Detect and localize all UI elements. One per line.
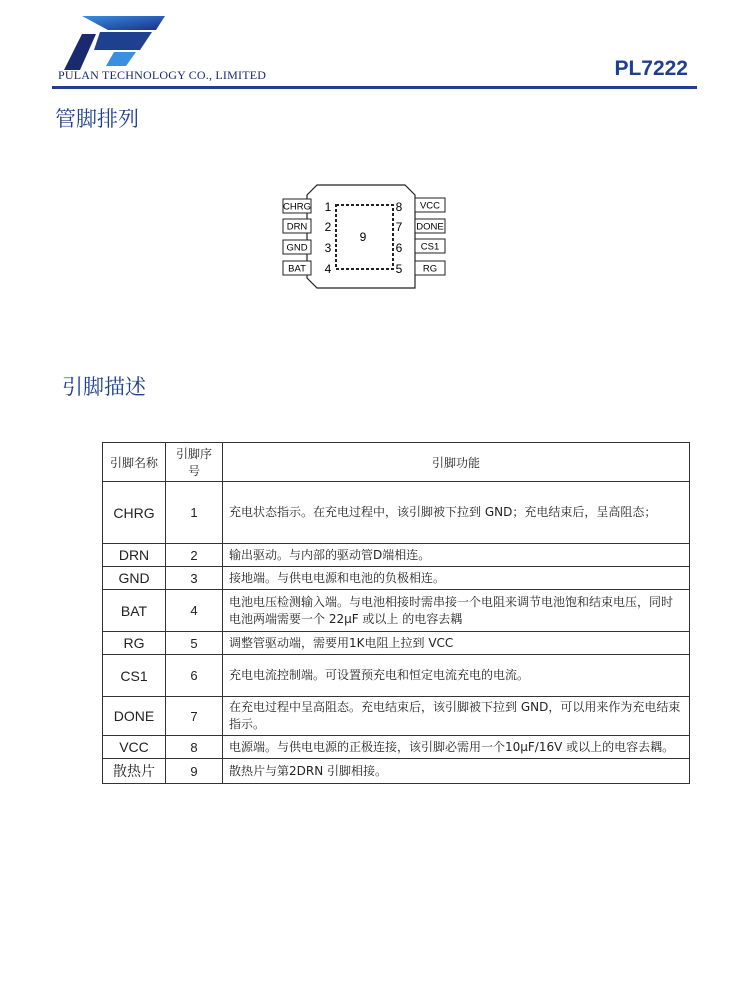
- pin-function-cell: 接地端。与供电电源和电池的负极相连。: [223, 567, 690, 590]
- table-row: [103, 736, 690, 759]
- pin-label: DRN: [286, 221, 308, 233]
- left-pin-1: [283, 199, 332, 214]
- company-logo: [60, 14, 170, 72]
- pin-number-cell: 1: [166, 482, 223, 544]
- table-row: [103, 590, 690, 632]
- table-row: [103, 567, 690, 590]
- pin-number: 1: [324, 200, 332, 214]
- pin-name-cell: CHRG: [103, 482, 166, 544]
- table-row: [103, 544, 690, 567]
- pin-number: 5: [395, 262, 403, 276]
- table-row: [103, 655, 690, 697]
- left-pin-2: [283, 219, 332, 234]
- pin-number: 3: [324, 241, 332, 255]
- header-rule: [52, 86, 697, 89]
- pin-number: 2: [324, 220, 332, 234]
- pin-number-cell: 5: [166, 632, 223, 655]
- pin-function-cell: 调整管驱动端，需要用1K电阻上拉到 VCC: [223, 632, 690, 655]
- right-pin-6: [396, 239, 445, 255]
- pin-label: VCC: [419, 200, 441, 212]
- pin-function-cell: 输出驱动。与内部的驱动管D端相连。: [223, 544, 690, 567]
- right-pin-5: [396, 261, 445, 276]
- package-pinout-diagram: [275, 180, 455, 290]
- table-row: [103, 759, 690, 784]
- pin-number-cell: 7: [166, 697, 223, 736]
- header-pin-function: 引脚功能: [223, 443, 690, 482]
- pin-function-cell: 电池电压检测输入端。与电池相接时需串接一个电阻来调节电池饱和结束电压，同时电池两端需要一个 22μF 或以上 的电容去耦: [223, 590, 690, 632]
- pin-label: GND: [286, 242, 308, 254]
- pin-number-cell: 6: [166, 655, 223, 697]
- pin-function-cell: 电源端。与供电电源的正极连接，该引脚必需用一个10μF/16V 或以上的电容去耦。: [223, 736, 690, 759]
- pin-name-cell: DRN: [103, 544, 166, 567]
- pin-number: 7: [395, 220, 403, 234]
- left-pin-3: [283, 240, 332, 255]
- pin-number-cell: 8: [166, 736, 223, 759]
- pin-function-cell: 在充电过程中呈高阻态。充电结束后，该引脚被下拉到 GND，可以用来作为充电结束指示。: [223, 697, 690, 736]
- right-pin-8: [396, 198, 445, 214]
- table-header-row: [103, 443, 690, 482]
- pin-number: 4: [324, 262, 332, 276]
- pin-label: CS1: [420, 241, 440, 253]
- table-row: [103, 632, 690, 655]
- pin-number: 8: [395, 200, 403, 214]
- pin-number-cell: 4: [166, 590, 223, 632]
- right-pin-7: [396, 219, 445, 234]
- table-row: [103, 482, 690, 544]
- center-pad-number: 9: [359, 230, 367, 244]
- pin-number-cell: 3: [166, 567, 223, 590]
- pin-description-table: [102, 442, 690, 784]
- pin-function-cell: 散热片与第2DRN 引脚相接。: [223, 759, 690, 784]
- document-title: PL7222: [614, 57, 688, 80]
- pin-name-cell: GND: [103, 567, 166, 590]
- pin-function-cell: 充电电流控制端。可设置预充电和恒定电流充电的电流。: [223, 655, 690, 697]
- pin-function-cell: 充电状态指示。在充电过程中，该引脚被下拉到 GND；充电结束后，呈高阻态；: [223, 482, 690, 544]
- pin-number-cell: 9: [166, 759, 223, 784]
- left-pin-4: [283, 261, 332, 276]
- pin-label: DONE: [416, 221, 444, 233]
- pin-name-cell: VCC: [103, 736, 166, 759]
- pinout-section-title: 管脚排列: [55, 107, 139, 131]
- header-pin-number: 引脚序号: [166, 443, 223, 482]
- pin-label: RG: [422, 263, 438, 275]
- pin-description-section-title: 引脚描述: [62, 375, 146, 399]
- table-row: [103, 697, 690, 736]
- pin-label: CHRG: [283, 201, 311, 213]
- pin-name-cell: 散热片: [103, 759, 166, 784]
- pin-name-cell: CS1: [103, 655, 166, 697]
- pin-label: BAT: [288, 263, 306, 275]
- header-pin-name: 引脚名称: [103, 443, 166, 482]
- pin-name-cell: DONE: [103, 697, 166, 736]
- pin-name-cell: RG: [103, 632, 166, 655]
- company-name: PULAN TECHNOLOGY CO., LIMITED: [58, 68, 267, 82]
- pin-name-cell: BAT: [103, 590, 166, 632]
- pin-number-cell: 2: [166, 544, 223, 567]
- pin-number: 6: [395, 241, 403, 255]
